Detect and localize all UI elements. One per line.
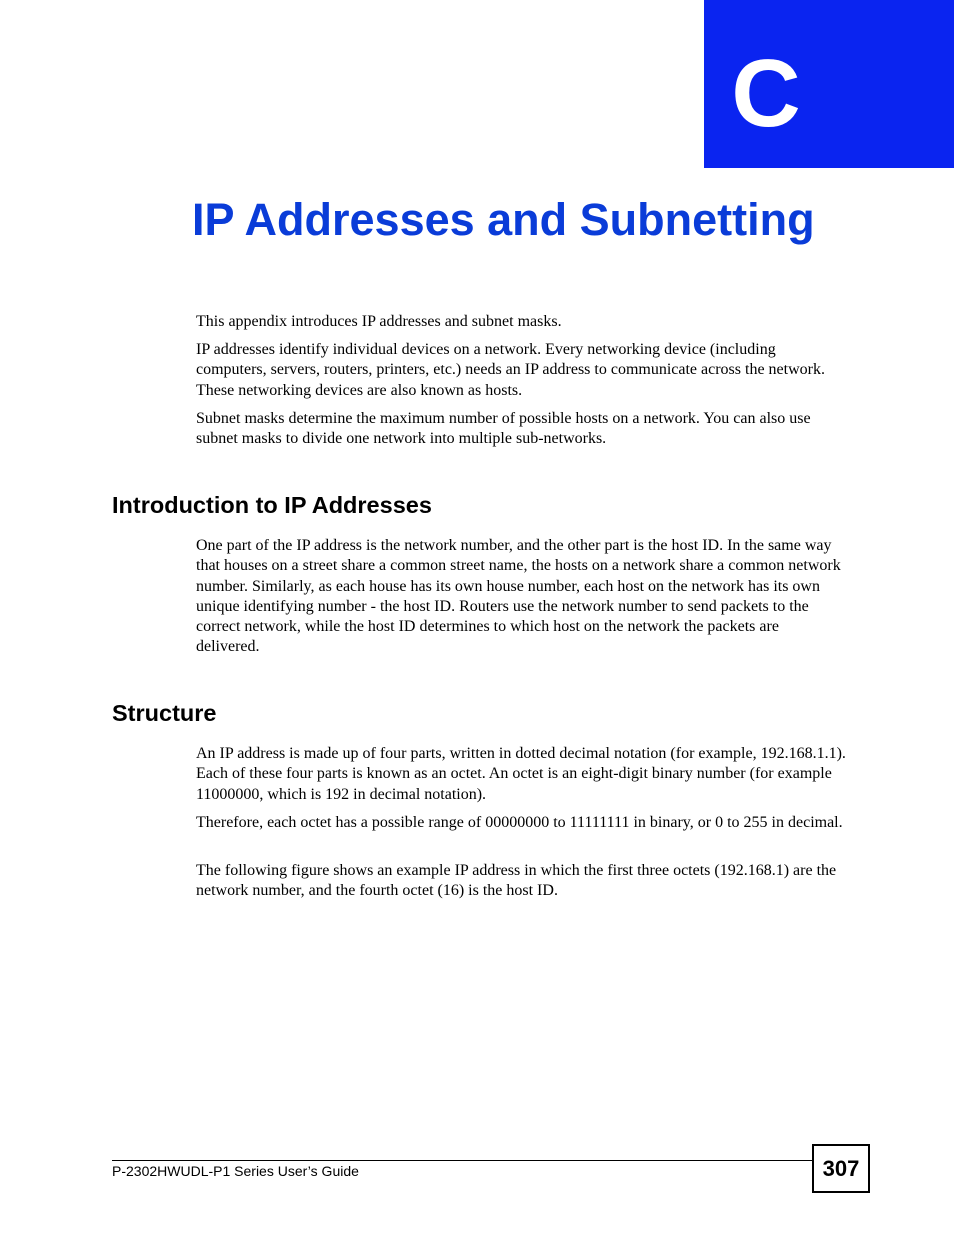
chapter-title: IP Addresses and Subnetting [192,194,815,245]
section-heading-structure: Structure [112,700,217,726]
section-paragraph: An IP address is made up of four parts, written in dotted decimal notation (for example, 192.168.1.1). Each of these four parts is known as an octet. An octet is an eight-digit binary number (for example 11000000, which is 192 in decimal notation). [196,745,846,803]
footer-rule [112,1160,812,1161]
section-paragraph: The following figure shows an example IP address in which the first three octets (192.168.1) are the network number, and the fourth octet (16) is the host ID. [196,862,837,900]
appendix-tab [704,0,954,168]
page-number: 307 [812,1144,870,1193]
section-heading-introduction: Introduction to IP Addresses [112,492,432,518]
intro-paragraph: Subnet masks determine the maximum number of possible hosts on a network. You can also use subnet masks to divide one network into multiple sub-networks. [196,410,811,448]
appendix-letter: C [731,40,801,147]
section-paragraph: One part of the IP address is the network number, and the other part is the host ID. In the same way that houses on a street share a common street name, the hosts on a network share a common network number. Similarly, as each house has its own house number, each host on the network has its own unique identifying number - the host ID. Routers use the network number to send packets to the correct network, while the host ID determines to which host on the network the packets are delivered. [196,537,841,656]
intro-paragraph: IP addresses identify individual devices on a network. Every networking device (including computers, servers, routers, printers, etc.) needs an IP address to communicate across the network. These networking devices are also known as hosts. [196,341,825,399]
footer-guide-title: P-2302HWUDL-P1 Series User’s Guide [112,1163,359,1179]
intro-paragraph: This appendix introduces IP addresses and subnet masks. [196,313,562,330]
section-paragraph: Therefore, each octet has a possible range of 00000000 to 11111111 in binary, or 0 to 255 in decimal. [196,814,843,831]
